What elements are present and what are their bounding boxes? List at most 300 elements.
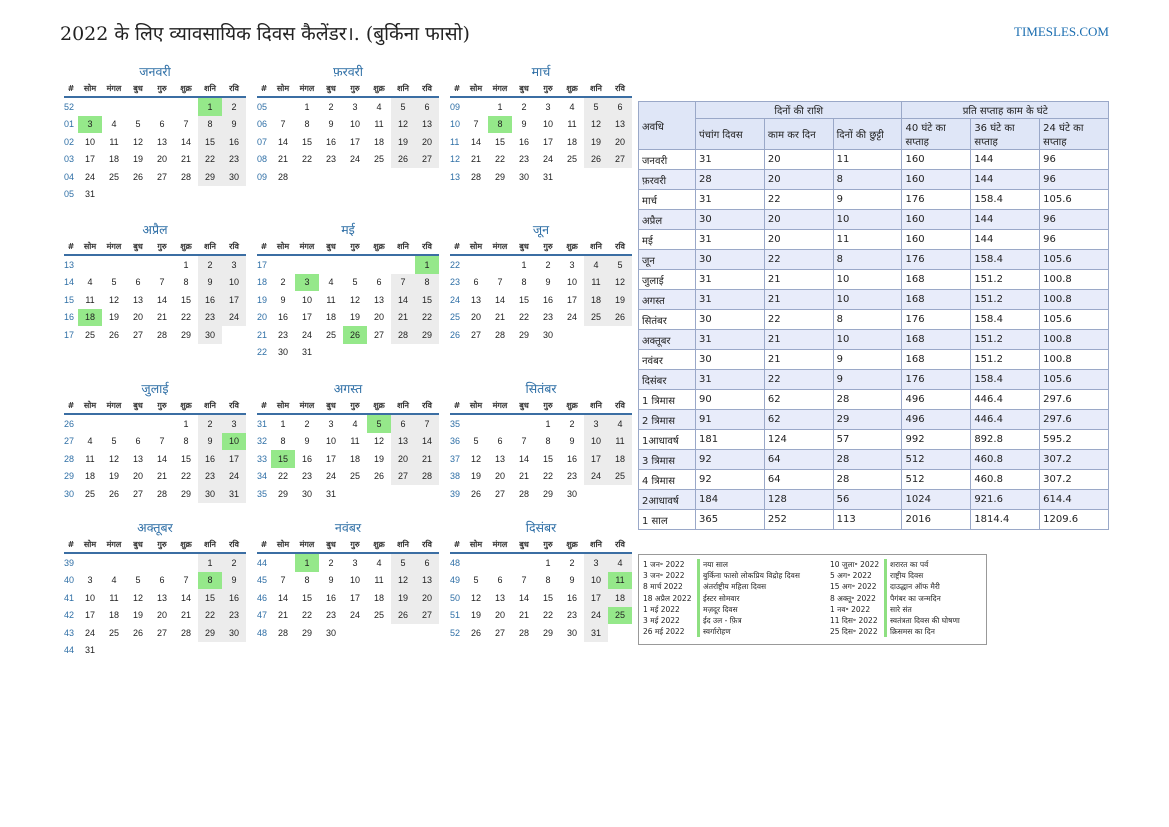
day-cell: 16 bbox=[222, 133, 246, 151]
week-number: 13 bbox=[64, 259, 75, 270]
day-cell bbox=[78, 97, 102, 116]
stats-value: 62 bbox=[764, 390, 833, 410]
holiday-date: 25 दिस॰ 2022 bbox=[830, 627, 878, 637]
day-cell: 20 bbox=[156, 610, 167, 621]
stats-period: मई bbox=[639, 230, 696, 250]
day-cell: 24 bbox=[84, 171, 95, 182]
week-number: 39 bbox=[64, 557, 75, 568]
day-cell bbox=[271, 553, 295, 572]
day-header: रवि bbox=[415, 537, 439, 553]
week-number: 41 bbox=[64, 592, 75, 603]
day-header: शुक्र bbox=[174, 537, 198, 553]
day-cell: 8 bbox=[545, 575, 551, 586]
day-cell bbox=[415, 485, 439, 503]
day-header: रवि bbox=[415, 81, 439, 97]
month-name: मार्च bbox=[531, 64, 551, 79]
day-header: गुरु bbox=[343, 537, 367, 553]
month-table bbox=[450, 239, 632, 344]
day-cell: 28 bbox=[277, 627, 288, 638]
stats-row bbox=[639, 510, 1109, 530]
day-cell: 17 bbox=[542, 136, 553, 147]
page-title: 2022 के लिए व्यावसायिक दिवस कैलेंडर।. (बुर्किना फासो) bbox=[60, 23, 470, 45]
stats-period: सितंबर bbox=[639, 310, 696, 330]
stats-value: 297.6 bbox=[1040, 390, 1109, 410]
month-name: अगस्त bbox=[333, 381, 363, 396]
stats-value: 10 bbox=[833, 210, 902, 230]
day-cell: 12 bbox=[349, 294, 360, 305]
day-cell: 25 bbox=[584, 309, 608, 327]
day-cell: 28 bbox=[518, 627, 529, 638]
day-cell bbox=[319, 344, 343, 362]
day-cell: 30 bbox=[222, 168, 246, 186]
week-number: 34 bbox=[257, 471, 268, 482]
day-cell: 20 bbox=[494, 610, 505, 621]
stats-period: जून bbox=[639, 250, 696, 270]
stats-value: 176 bbox=[902, 310, 971, 330]
day-cell: 19 bbox=[132, 610, 143, 621]
day-header: शुक्र bbox=[367, 239, 391, 255]
day-cell: 27 bbox=[415, 607, 439, 625]
day-cell: 21 bbox=[156, 471, 167, 482]
day-cell: 12 bbox=[470, 592, 481, 603]
day-cell: 24 bbox=[222, 468, 246, 486]
day-cell bbox=[367, 344, 391, 362]
week-number: 04 bbox=[64, 171, 75, 182]
day-cell: 8 bbox=[280, 436, 286, 447]
day-cell: 9 bbox=[328, 575, 334, 586]
day-header: सोम bbox=[271, 81, 295, 97]
day-cell: 17 bbox=[349, 136, 360, 147]
day-cell: 19 bbox=[391, 589, 415, 607]
month-name: अप्रैल bbox=[142, 222, 168, 237]
stats-value: 21 bbox=[764, 270, 833, 290]
day-cell: 29 bbox=[180, 329, 191, 340]
stats-header-hours: प्रति सप्ताह काम के घंटे bbox=[902, 102, 1109, 119]
stats-value: 30 bbox=[696, 350, 765, 370]
stats-period: मार्च bbox=[639, 190, 696, 210]
stats-value: 8 bbox=[833, 310, 902, 330]
day-cell: 21 bbox=[180, 154, 191, 165]
day-cell: 11 bbox=[584, 274, 608, 292]
day-cell: 27 bbox=[156, 627, 167, 638]
day-cell: 21 bbox=[518, 610, 529, 621]
week-number: 22 bbox=[450, 259, 461, 270]
day-header: मंगल bbox=[295, 239, 319, 255]
day-header: बुध bbox=[126, 239, 150, 255]
stats-value: 105.6 bbox=[1040, 370, 1109, 390]
day-cell: 19 bbox=[608, 291, 632, 309]
day-cell: 1 bbox=[280, 418, 286, 429]
day-cell: 5 bbox=[111, 277, 117, 288]
holiday-column bbox=[830, 559, 960, 637]
day-cell: 10 bbox=[222, 274, 246, 292]
week-number: 18 bbox=[257, 277, 268, 288]
stats-value: 22 bbox=[764, 250, 833, 270]
stats-value: 1814.4 bbox=[971, 510, 1040, 530]
month-table bbox=[450, 398, 632, 503]
day-cell bbox=[415, 344, 439, 362]
holiday-name: दाउद्धान ऑफ मैरी bbox=[884, 581, 940, 592]
day-cell bbox=[415, 168, 439, 186]
month-name: फ़रवरी bbox=[332, 64, 364, 79]
day-cell: 29 bbox=[415, 326, 439, 344]
week-number: 44 bbox=[64, 645, 75, 656]
stats-value: 90 bbox=[696, 390, 765, 410]
day-cell bbox=[102, 97, 126, 116]
day-cell bbox=[391, 344, 415, 362]
holiday-item bbox=[643, 570, 800, 581]
day-header: रवि bbox=[415, 239, 439, 255]
day-cell bbox=[78, 414, 102, 433]
day-cell: 26 bbox=[373, 471, 384, 482]
stats-value: 64 bbox=[764, 470, 833, 490]
day-cell: 7 bbox=[473, 119, 479, 130]
month-calendar bbox=[450, 380, 632, 503]
week-number: 52 bbox=[64, 101, 75, 112]
day-cell: 6 bbox=[497, 575, 503, 586]
day-cell: 15 bbox=[301, 136, 312, 147]
month-table bbox=[64, 537, 246, 659]
day-cell: 21 bbox=[277, 154, 288, 165]
day-cell: 3 bbox=[584, 553, 608, 572]
day-cell: 23 bbox=[198, 309, 222, 327]
holiday-date: 11 दिस॰ 2022 bbox=[830, 616, 878, 626]
holiday-date: 26 मई 2022 bbox=[643, 627, 685, 637]
day-cell: 27 bbox=[373, 329, 384, 340]
day-cell: 9 bbox=[569, 436, 575, 447]
day-cell: 4 bbox=[87, 277, 93, 288]
day-cell: 7 bbox=[280, 575, 286, 586]
day-cell bbox=[150, 642, 174, 660]
stats-value: 252 bbox=[764, 510, 833, 530]
stats-value: 9 bbox=[833, 370, 902, 390]
day-cell: 5 bbox=[608, 255, 632, 274]
day-cell: 6 bbox=[135, 277, 141, 288]
week-number: 05 bbox=[64, 189, 75, 200]
day-cell: 27 bbox=[132, 329, 143, 340]
day-cell bbox=[319, 168, 343, 186]
day-cell: 18 bbox=[78, 309, 102, 327]
day-header: शुक्र bbox=[560, 398, 584, 414]
day-cell: 16 bbox=[198, 450, 222, 468]
day-cell bbox=[126, 186, 150, 204]
day-cell: 14 bbox=[277, 592, 288, 603]
day-cell: 20 bbox=[373, 312, 384, 323]
stats-row bbox=[639, 270, 1109, 290]
week-number: 13 bbox=[450, 171, 461, 182]
holiday-date: 1 नव॰ 2022 bbox=[830, 604, 871, 614]
month-name: जुलाई bbox=[141, 381, 169, 396]
day-cell: 18 bbox=[608, 450, 632, 468]
stats-value: 100.8 bbox=[1040, 290, 1109, 310]
holiday-name: राष्ट्रीय दिवस bbox=[884, 570, 923, 581]
day-cell: 25 bbox=[84, 488, 95, 499]
day-cell bbox=[174, 642, 198, 660]
day-header: गुरु bbox=[343, 239, 367, 255]
holiday-name: बुर्किना फासो लोकप्रिय विद्रोह दिवस bbox=[697, 570, 800, 581]
day-cell: 27 bbox=[494, 627, 505, 638]
day-cell: 29 bbox=[542, 627, 553, 638]
day-cell bbox=[415, 624, 439, 642]
day-header: मंगल bbox=[295, 81, 319, 97]
day-header: रवि bbox=[608, 81, 632, 97]
week-number: 32 bbox=[257, 436, 268, 447]
day-cell: 2 bbox=[222, 553, 246, 572]
day-cell: 21 bbox=[470, 154, 481, 165]
stats-value: 460.8 bbox=[971, 450, 1040, 470]
stats-value: 22 bbox=[764, 190, 833, 210]
day-header: रवि bbox=[608, 398, 632, 414]
day-cell: 30 bbox=[325, 627, 336, 638]
week-number: 09 bbox=[257, 171, 268, 182]
day-cell: 1 bbox=[415, 255, 439, 274]
day-cell: 30 bbox=[198, 326, 222, 344]
day-cell: 11 bbox=[608, 572, 632, 590]
day-cell: 19 bbox=[584, 133, 608, 151]
day-cell: 26 bbox=[470, 488, 481, 499]
site-link[interactable]: TIMESLES.COM bbox=[1014, 24, 1109, 39]
day-cell: 9 bbox=[545, 277, 551, 288]
day-cell: 16 bbox=[566, 453, 577, 464]
week-number: 26 bbox=[64, 418, 75, 429]
day-cell bbox=[512, 553, 536, 572]
day-header: शनि bbox=[391, 398, 415, 414]
holiday-item bbox=[643, 559, 800, 570]
day-cell: 26 bbox=[343, 326, 367, 344]
day-cell: 16 bbox=[542, 294, 553, 305]
day-cell: 20 bbox=[494, 471, 505, 482]
stats-row bbox=[639, 290, 1109, 310]
day-cell: 22 bbox=[277, 471, 288, 482]
day-cell: 23 bbox=[301, 471, 312, 482]
stats-value: 168 bbox=[902, 290, 971, 310]
month-table bbox=[257, 81, 439, 186]
day-cell: 2 bbox=[328, 101, 334, 112]
day-cell: 29 bbox=[518, 329, 529, 340]
week-number: 40 bbox=[64, 575, 75, 586]
day-cell: 9 bbox=[569, 575, 575, 586]
stats-value: 892.8 bbox=[971, 430, 1040, 450]
day-cell bbox=[391, 168, 415, 186]
week-number: 15 bbox=[64, 294, 75, 305]
stats-value: 2016 bbox=[902, 510, 971, 530]
holiday-name: अंतर्राष्ट्रीय महिला दिवस bbox=[697, 581, 766, 592]
holiday-name: क्रिसमस का दिन bbox=[884, 626, 935, 637]
day-cell: 30 bbox=[277, 347, 288, 358]
month-calendar bbox=[257, 221, 439, 361]
day-cell: 9 bbox=[328, 119, 334, 130]
holiday-item bbox=[643, 626, 800, 637]
day-header: गुरु bbox=[536, 239, 560, 255]
day-header: शनि bbox=[391, 537, 415, 553]
day-cell: 17 bbox=[222, 450, 246, 468]
stats-value: 31 bbox=[696, 370, 765, 390]
day-cell: 27 bbox=[156, 171, 167, 182]
stats-value: 1209.6 bbox=[1040, 510, 1109, 530]
day-header: रवि bbox=[608, 537, 632, 553]
stats-row bbox=[639, 370, 1109, 390]
day-cell: 26 bbox=[132, 627, 143, 638]
day-cell: 9 bbox=[521, 119, 527, 130]
day-cell: 10 bbox=[349, 119, 360, 130]
day-cell bbox=[126, 255, 150, 274]
day-cell: 15 bbox=[301, 592, 312, 603]
day-cell: 28 bbox=[180, 627, 191, 638]
day-cell: 21 bbox=[518, 471, 529, 482]
day-cell: 20 bbox=[470, 312, 481, 323]
week-number: 29 bbox=[64, 471, 75, 482]
day-header: मंगल bbox=[488, 239, 512, 255]
day-cell: 12 bbox=[391, 572, 415, 590]
stats-value: 158.4 bbox=[971, 190, 1040, 210]
holiday-item bbox=[643, 581, 800, 592]
day-cell: 29 bbox=[198, 168, 222, 186]
day-header: # bbox=[64, 398, 78, 414]
day-cell: 30 bbox=[566, 488, 577, 499]
day-header: बुध bbox=[126, 398, 150, 414]
stats-row bbox=[639, 390, 1109, 410]
day-cell: 14 bbox=[518, 592, 529, 603]
day-cell: 31 bbox=[84, 189, 95, 200]
day-cell: 25 bbox=[373, 610, 384, 621]
month-table bbox=[450, 81, 632, 186]
stats-value: 184 bbox=[696, 490, 765, 510]
day-cell bbox=[198, 642, 222, 660]
day-header: रवि bbox=[222, 239, 246, 255]
day-cell: 3 bbox=[222, 255, 246, 274]
day-cell: 17 bbox=[584, 589, 608, 607]
day-cell: 18 bbox=[325, 312, 336, 323]
day-cell: 28 bbox=[518, 488, 529, 499]
stats-value: 28 bbox=[833, 390, 902, 410]
day-cell bbox=[512, 414, 536, 433]
month-table bbox=[257, 239, 439, 361]
stats-value: 168 bbox=[902, 350, 971, 370]
day-cell: 24 bbox=[349, 610, 360, 621]
day-cell: 6 bbox=[608, 97, 632, 116]
day-cell: 13 bbox=[470, 294, 481, 305]
stats-value: 992 bbox=[902, 430, 971, 450]
stats-value: 1024 bbox=[902, 490, 971, 510]
day-cell: 15 bbox=[198, 589, 222, 607]
day-cell: 9 bbox=[198, 274, 222, 292]
day-cell bbox=[174, 97, 198, 116]
day-header: सोम bbox=[464, 398, 488, 414]
day-cell bbox=[343, 485, 367, 503]
day-cell: 6 bbox=[376, 277, 382, 288]
day-cell: 11 bbox=[85, 294, 95, 305]
day-cell: 25 bbox=[349, 471, 360, 482]
day-header: # bbox=[64, 239, 78, 255]
day-header: गुरु bbox=[536, 398, 560, 414]
day-cell: 20 bbox=[608, 133, 632, 151]
day-cell: 10 bbox=[325, 436, 336, 447]
day-cell: 6 bbox=[415, 553, 439, 572]
day-header: सोम bbox=[271, 239, 295, 255]
day-cell: 7 bbox=[415, 414, 439, 433]
stats-value: 307.2 bbox=[1040, 450, 1109, 470]
day-cell: 10 bbox=[542, 119, 553, 130]
day-cell bbox=[102, 186, 126, 204]
day-header: शुक्र bbox=[174, 239, 198, 255]
holiday-name: मज़दूर दिवस bbox=[697, 604, 738, 615]
stats-value: 28 bbox=[696, 170, 765, 190]
stats-row bbox=[639, 470, 1109, 490]
day-cell: 8 bbox=[183, 436, 189, 447]
day-cell bbox=[102, 553, 126, 572]
holiday-name: पैगंबर का जन्मदिन bbox=[884, 593, 941, 604]
day-header: # bbox=[257, 537, 271, 553]
stats-value: 21 bbox=[764, 290, 833, 310]
week-number: 52 bbox=[450, 627, 461, 638]
day-cell: 11 bbox=[350, 436, 360, 447]
stats-value: 31 bbox=[696, 150, 765, 170]
day-cell: 22 bbox=[415, 309, 439, 327]
stats-header-days: दिनों की राशि bbox=[696, 102, 902, 119]
day-cell: 31 bbox=[84, 645, 95, 656]
day-cell: 16 bbox=[325, 136, 336, 147]
day-header: सोम bbox=[271, 398, 295, 414]
day-cell: 30 bbox=[198, 485, 222, 503]
week-number: 03 bbox=[64, 154, 75, 165]
day-cell: 24 bbox=[542, 154, 553, 165]
day-cell bbox=[271, 97, 295, 116]
stats-value: 144 bbox=[971, 230, 1040, 250]
day-cell: 27 bbox=[132, 488, 143, 499]
stats-value: 176 bbox=[902, 190, 971, 210]
day-cell: 25 bbox=[325, 329, 336, 340]
day-cell: 14 bbox=[180, 592, 191, 603]
stats-row bbox=[639, 450, 1109, 470]
day-header: रवि bbox=[222, 81, 246, 97]
day-cell bbox=[367, 624, 391, 642]
day-header: गुरु bbox=[343, 81, 367, 97]
day-header: रवि bbox=[222, 398, 246, 414]
day-cell bbox=[150, 186, 174, 204]
day-cell bbox=[464, 414, 488, 433]
day-cell: 30 bbox=[301, 488, 312, 499]
day-cell: 13 bbox=[132, 453, 143, 464]
week-number: 20 bbox=[257, 312, 268, 323]
day-cell bbox=[343, 344, 367, 362]
day-cell bbox=[391, 624, 415, 642]
holiday-name: शरारत का पर्व bbox=[884, 559, 928, 570]
day-cell: 20 bbox=[156, 154, 167, 165]
week-number: 08 bbox=[257, 154, 268, 165]
day-cell: 24 bbox=[301, 329, 312, 340]
stats-period: 1 त्रिमास bbox=[639, 390, 696, 410]
day-cell bbox=[78, 553, 102, 572]
stats-value: 595.2 bbox=[1040, 430, 1109, 450]
day-cell: 29 bbox=[277, 488, 288, 499]
day-cell: 11 bbox=[374, 575, 384, 586]
day-cell: 8 bbox=[488, 116, 512, 134]
day-cell: 28 bbox=[470, 171, 481, 182]
day-cell: 4 bbox=[328, 277, 334, 288]
month-name: सितंबर bbox=[525, 381, 557, 396]
day-header: शुक्र bbox=[367, 81, 391, 97]
stats-value: 460.8 bbox=[971, 470, 1040, 490]
day-cell: 30 bbox=[518, 171, 529, 182]
day-cell: 28 bbox=[156, 329, 167, 340]
stats-value: 297.6 bbox=[1040, 410, 1109, 430]
stats-period: 4 त्रिमास bbox=[639, 470, 696, 490]
day-cell: 13 bbox=[494, 453, 505, 464]
day-cell bbox=[391, 255, 415, 274]
stats-value: 105.6 bbox=[1040, 310, 1109, 330]
stats-value: 11 bbox=[833, 230, 902, 250]
day-cell bbox=[126, 553, 150, 572]
